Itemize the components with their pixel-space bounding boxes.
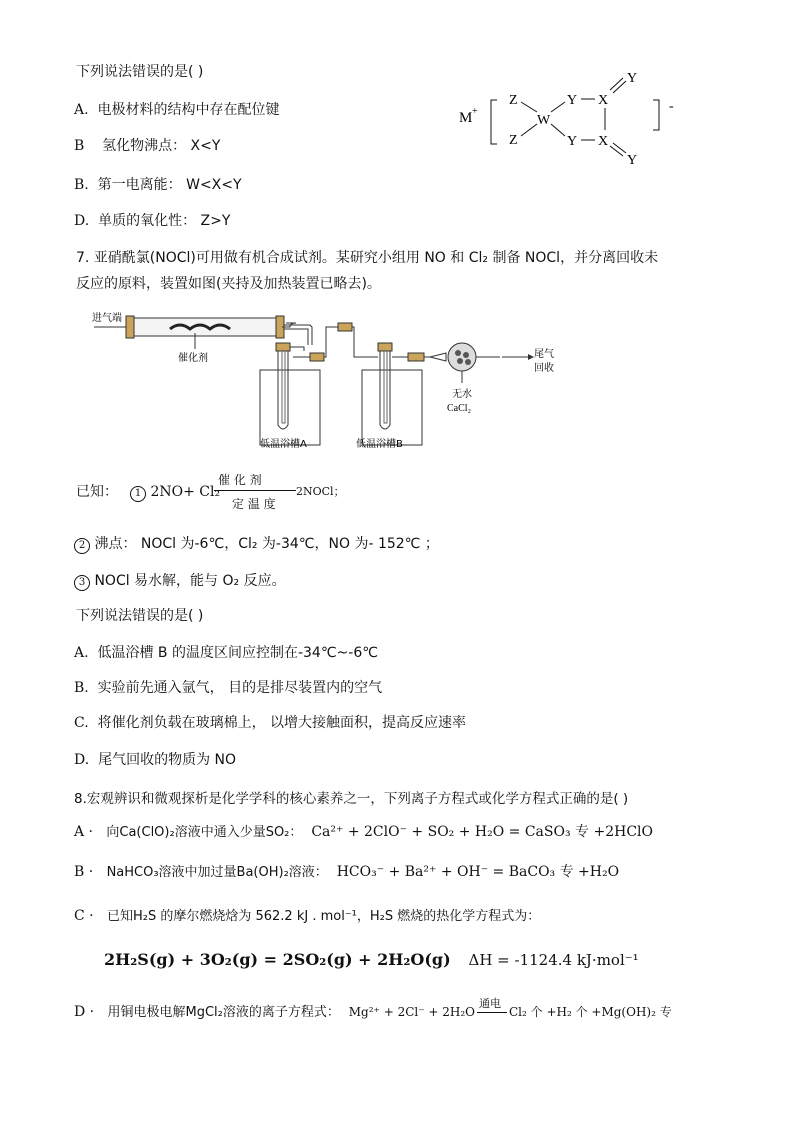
known-item-3 (74, 571, 286, 591)
q7-stem-line1: 7. 亚硝酰氯(NOCl)可用做有机合成试剂。某研究小组用 NO 和 Cl₂ 制备 NOCl，并分离回收未 (76, 250, 659, 266)
bond (551, 124, 565, 136)
bath-a (260, 370, 320, 445)
equation-left: 2NO+ Cl₂ (150, 484, 221, 500)
option-premise: 向Ca(ClO)₂溶液中通入少量SO₂： (106, 825, 303, 840)
option-text: 氢化物沸点： X<Y (102, 138, 221, 154)
known-item-2 (74, 534, 439, 554)
cation-charge: + (472, 106, 478, 117)
bond (551, 102, 565, 112)
q6-option-a (74, 100, 279, 120)
option-text: 电极材料的结构中存在配位键 (97, 102, 280, 118)
known-item-1 (130, 482, 220, 502)
tube-connector (284, 325, 312, 345)
bath-b-label: 低温浴槽B (356, 439, 403, 450)
option-premise: 用铜电极电解MgCl₂溶液的离子方程式： (107, 1005, 340, 1020)
option-letter: B. (74, 680, 89, 696)
known-text: NOCl 易水解，能与 O₂ 反应。 (94, 573, 286, 589)
drying-tube-bulb (448, 343, 476, 371)
joint (310, 353, 324, 361)
q7-option-d (74, 750, 236, 770)
option-text: 单质的氧化性： Z>Y (98, 213, 231, 229)
equation-right: 2NOCl； (296, 485, 345, 498)
bath-b (362, 370, 422, 445)
stopper (378, 343, 392, 351)
thermochemical-equation (104, 950, 639, 971)
option-text: 实验前先通入氩气， 目的是排尽装置内的空气 (97, 680, 383, 696)
q8-option-d (74, 996, 672, 1023)
desiccant (465, 359, 471, 365)
known-label: 已知： (76, 484, 118, 500)
tail-gas-label-1: 尾气 (534, 349, 554, 360)
drying-agent-label-2: CaCl₂ (447, 403, 472, 414)
option-text: 尾气回收的物质为 NO (98, 752, 237, 768)
inlet-label: 进气端 (92, 313, 122, 324)
option-text: 将催化剂负载在玻璃棉上， 以增大接触面积，提高反应速率 (97, 715, 467, 731)
tube-a-out (290, 347, 304, 351)
joint (408, 353, 424, 361)
cation-symbol: M (459, 110, 473, 126)
option-letter: B · (74, 864, 94, 880)
option-letter: D. (74, 752, 90, 768)
catalyst-label: 催化剂 (178, 353, 208, 364)
q6-prompt: 下列说法错误的是( ) (76, 64, 204, 80)
q8-option-a (74, 822, 653, 843)
apparatus-diagram (90, 305, 610, 455)
drying-agent-label-1: 无水 (452, 389, 472, 400)
q8-stem: 8.宏观辨识和微观探析是化学学科的核心素养之一，下列离子方程式或化学方程式正确的是( ) (74, 791, 629, 807)
desiccant (455, 350, 461, 356)
option-letter: D · (74, 1004, 95, 1020)
q8-option-b (74, 862, 619, 883)
reaction-condition-bottom: 定 温 度 (232, 497, 276, 511)
option-letter: A. (74, 102, 89, 118)
ionic-equation: HCO₃⁻ + Ba²⁺ + OH⁻ = BaCO₃ 专 +H₂O (336, 864, 620, 880)
equation: 2H₂S(g) + 3O₂(g) = 2SO₂(g) + 2H₂O(g) (104, 950, 451, 969)
q8-option-c (74, 906, 540, 927)
double-bond (610, 146, 623, 156)
electrolysis-arrow (477, 996, 507, 1013)
tail-gas-label-2: 回收 (534, 363, 554, 374)
option-letter: C · (74, 908, 94, 924)
q7-option-a (74, 643, 378, 663)
reaction-condition-top: 催 化 剂 (218, 473, 262, 487)
atom-z-top: Z (509, 93, 518, 108)
atom-y-top-end: Y (627, 71, 638, 86)
condition: 通电 (478, 996, 501, 1010)
atom-x-top: X (598, 93, 609, 108)
q7-option-b (74, 678, 382, 698)
option-letter: B. (74, 177, 89, 193)
option-premise: 已知H₂S 的摩尔燃烧焓为 562.2 kJ . mol⁻¹，H₂S 燃烧的热化学方程式为： (106, 909, 541, 924)
anion-structure-diagram (455, 68, 695, 168)
double-bond (613, 143, 626, 153)
q6-option-b (74, 136, 220, 156)
bath-a-label: 低温浴槽A (260, 439, 307, 450)
bond (521, 124, 537, 136)
atom-y-top: Y (567, 93, 578, 108)
atom-y-bottom-end: Y (627, 153, 638, 168)
desiccant (463, 352, 469, 358)
atom-x-bottom: X (598, 134, 609, 149)
q6-option-c (74, 175, 242, 195)
left-bracket (491, 100, 497, 144)
connecting-tube (293, 327, 378, 357)
double-bond (610, 78, 623, 90)
q7-stem-line2: 反应的原料，装置如图(夹持及加热装置已略去)。 (76, 276, 381, 292)
stopper (126, 316, 134, 338)
q6-option-d (74, 211, 230, 231)
q7-prompt: 下列说法错误的是( ) (76, 608, 204, 624)
desiccant (457, 358, 463, 364)
option-text: 第一电离能： W<X<Y (97, 177, 242, 193)
reaction-arrow-line (214, 490, 296, 491)
stopper (276, 343, 290, 351)
option-letter: A · (74, 824, 94, 840)
bond (521, 102, 537, 112)
equation-right: Cl₂ 个 +H₂ 个 +Mg(OH)₂ 专 (508, 1005, 672, 1019)
option-letter: A. (74, 645, 89, 661)
ionic-equation: Ca²⁺ + 2ClO⁻ + SO₂ + H₂O = CaSO₃ 专 +2HClO (311, 824, 653, 840)
circle-number: 2 (74, 538, 90, 554)
option-letter: D. (74, 213, 90, 229)
atom-w: W (537, 113, 551, 128)
atom-y-bottom: Y (567, 134, 578, 149)
option-letter: B (74, 138, 85, 154)
equation-left: Mg²⁺ + 2Cl⁻ + 2H₂O (348, 1005, 475, 1019)
known-text: 沸点： NOCl 为-6℃，Cl₂ 为-34℃，NO 为- 152℃ ； (94, 536, 439, 552)
atom-z-bottom: Z (509, 133, 518, 148)
option-text: 低温浴槽 B 的温度区间应控制在-34℃~-6℃ (97, 645, 378, 661)
circle-number: 3 (74, 575, 90, 591)
drying-tube-neck (430, 353, 446, 361)
circle-number: 1 (130, 486, 146, 502)
anion-charge: - (669, 99, 674, 114)
q7-option-c (74, 713, 466, 733)
double-bond (613, 81, 626, 93)
option-premise: NaHCO₃溶液中加过量Ba(OH)₂溶液： (106, 865, 328, 880)
right-bracket (653, 100, 659, 130)
enthalpy-change: ΔH = -1124.4 kJ·mol⁻¹ (468, 951, 639, 969)
option-letter: C. (74, 715, 89, 731)
joint (338, 323, 352, 331)
